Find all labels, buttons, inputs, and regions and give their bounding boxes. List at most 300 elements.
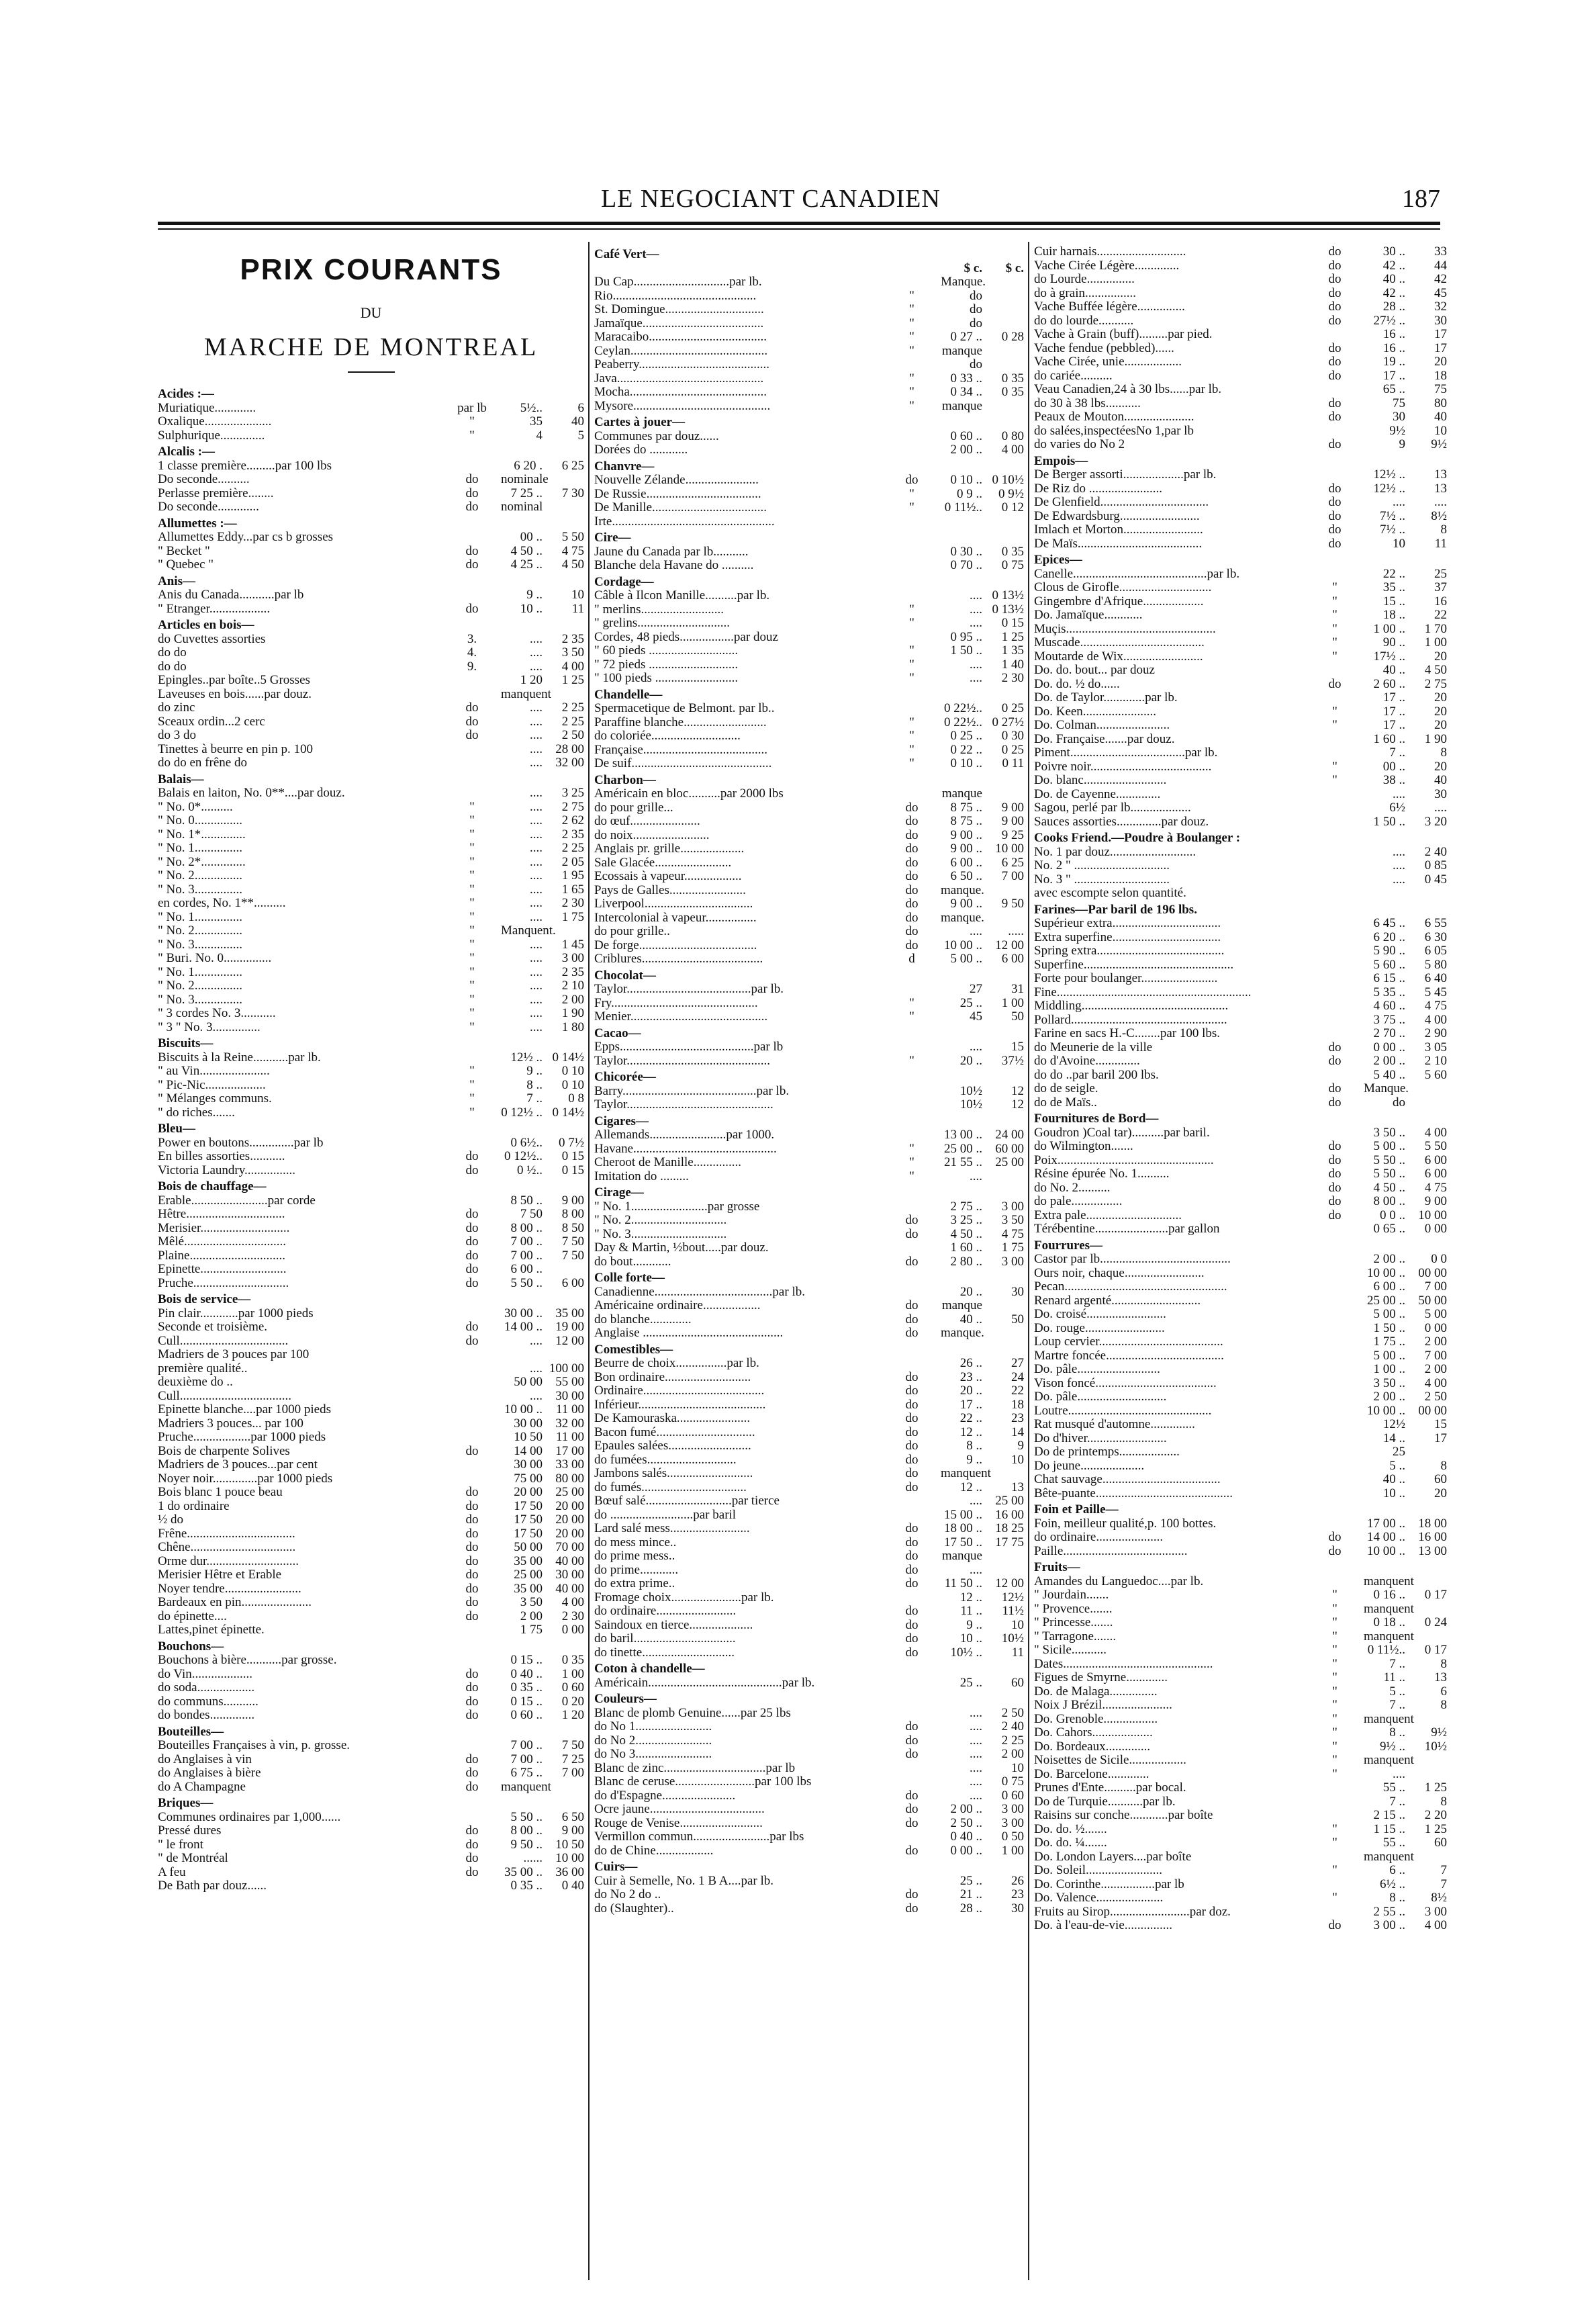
price-row	[1034, 1795, 1447, 1809]
item-unit: do	[905, 1213, 919, 1227]
price-high: 0 75	[1001, 558, 1024, 572]
price-row	[158, 1222, 584, 1236]
item-unit	[443, 588, 501, 602]
item-unit	[883, 1775, 941, 1789]
price-high: 8	[1440, 1698, 1447, 1712]
item-name: Cull...................................	[158, 1388, 291, 1403]
item-name: De Kamouraska.......................	[594, 1411, 751, 1425]
price-low: 0 ½..	[517, 1163, 543, 1177]
price-high: 17 75	[995, 1535, 1024, 1549]
item-name: Vache Cirée Légère..............	[1034, 258, 1180, 273]
price-low: ....	[1393, 872, 1405, 887]
price-row	[594, 1508, 1024, 1523]
item-unit: do	[465, 1680, 479, 1695]
price-high: 2 25	[1001, 1733, 1024, 1748]
item-name: Inférieur........................................	[594, 1397, 766, 1412]
item-unit: do	[905, 1439, 919, 1453]
item-unit	[1306, 1517, 1364, 1531]
price-high	[982, 317, 1024, 331]
item-name: Superfine...............................................	[1034, 957, 1234, 972]
price-low: 20 ..	[959, 1284, 982, 1299]
item-unit: do	[465, 1766, 479, 1780]
item-name: Pressé dures	[158, 1823, 222, 1838]
price-high: 60	[1011, 1675, 1024, 1690]
item-name: Barry..........................................par lb.	[594, 1083, 790, 1098]
item-unit	[443, 1390, 501, 1404]
item-unit: do	[465, 1595, 479, 1609]
price-row	[158, 688, 584, 702]
item-name: Rat musqué d'automne..............	[1034, 1417, 1195, 1431]
item-unit: do	[1328, 676, 1342, 691]
price-high: 40 00	[555, 1581, 584, 1596]
price-row	[158, 1194, 584, 1208]
price-low: 7 ..	[1389, 746, 1405, 760]
price-high: 0 28	[1001, 330, 1024, 344]
price-low: manquent	[1364, 1601, 1414, 1616]
price-low: 11 ..	[960, 1604, 982, 1618]
price-high: 6 40	[1424, 971, 1447, 985]
price-high: 10	[1434, 423, 1447, 438]
price-high: 5 45	[1424, 985, 1447, 999]
item-name: A feu	[158, 1864, 186, 1879]
item-name: Oxalique.....................	[158, 414, 272, 429]
category-heading: Chocolat—	[594, 968, 656, 983]
item-name: Noyer noir..............par 1000 pieds	[158, 1471, 333, 1486]
item-unit: "	[909, 316, 914, 330]
price-row	[1034, 1222, 1447, 1236]
item-unit: "	[1332, 1711, 1337, 1726]
item-unit	[883, 1098, 941, 1112]
price-low: 14 00 ..	[504, 1320, 543, 1334]
item-unit	[443, 1654, 501, 1668]
price-low: nominal	[501, 500, 543, 514]
price-row	[158, 952, 584, 966]
price-row	[1034, 608, 1447, 623]
price-high: .....	[1008, 924, 1024, 938]
price-row	[594, 501, 1024, 515]
item-unit: do	[1328, 272, 1342, 286]
item-unit: d	[908, 952, 915, 966]
item-unit: "	[469, 1091, 475, 1106]
price-high: 0 80	[1001, 429, 1024, 443]
item-name: Jamaïque......................................	[594, 316, 764, 330]
item-unit: do	[905, 1521, 919, 1535]
category-heading: Colle forte—	[594, 1271, 665, 1285]
price-row	[1034, 581, 1447, 595]
price-row	[158, 531, 584, 545]
category-heading: Bois de chauffage—	[158, 1179, 267, 1193]
price-row	[594, 870, 1024, 884]
item-name: Rio.............................................	[594, 288, 757, 303]
price-high: 24 00	[995, 1128, 1024, 1142]
item-name: Du Cap..............................par lb.	[594, 275, 762, 289]
price-low: 40 ..	[1382, 663, 1405, 677]
price-high	[982, 358, 1024, 372]
price-row	[1034, 355, 1447, 369]
price-high: 20	[1434, 718, 1447, 732]
item-name: Do. do. ¼.......	[1034, 1836, 1107, 1850]
price-row	[158, 1681, 584, 1695]
item-unit: "	[1332, 594, 1337, 608]
price-row	[158, 801, 584, 815]
item-unit: "	[1332, 1753, 1337, 1767]
price-high: 0 10½	[992, 473, 1024, 487]
price-row	[158, 1866, 584, 1880]
price-row	[1034, 788, 1447, 802]
item-unit	[1306, 1575, 1364, 1589]
price-low: 8 ..	[1389, 1725, 1405, 1740]
price-low: 10 50	[514, 1430, 543, 1444]
item-unit: "	[1332, 1698, 1337, 1712]
price-high: 1 45	[561, 937, 584, 952]
item-name: De Maïs.......................................	[1034, 536, 1203, 551]
price-high: 2 10	[561, 979, 584, 993]
price-high	[1405, 1768, 1447, 1782]
price-low: 12½	[1382, 1417, 1405, 1431]
item-unit	[1306, 424, 1364, 439]
item-unit: do	[465, 714, 479, 729]
price-high: 22	[1434, 608, 1447, 622]
item-unit: do	[905, 827, 919, 842]
item-unit: "	[909, 371, 914, 386]
item-name: Paille.......................................	[1034, 1543, 1188, 1558]
item-unit: do	[1328, 410, 1342, 424]
price-row	[158, 1555, 584, 1569]
price-row	[594, 983, 1024, 997]
item-name: Do d'hiver.........................	[1034, 1431, 1167, 1445]
price-row	[594, 939, 1024, 953]
price-high: 0 00	[561, 1623, 584, 1637]
price-high: 35 00	[555, 1306, 584, 1320]
item-unit: "	[469, 868, 475, 883]
price-low: 30 00	[514, 1457, 543, 1472]
price-high: 6 05	[1424, 944, 1447, 958]
category-heading: Articles en bois—	[158, 618, 254, 632]
price-low: 1 00 ..	[1373, 1362, 1405, 1376]
item-name: do No 2 do ..	[594, 1887, 661, 1901]
item-name: Maracaibo.....................................	[594, 330, 767, 344]
item-unit: do	[465, 1485, 479, 1499]
price-low: 5 00 ..	[1373, 1139, 1405, 1153]
item-name: Jaune du Canada par lb...........	[594, 544, 749, 559]
item-name: Do seconde.............	[158, 500, 259, 514]
price-row	[1034, 623, 1447, 637]
item-name: do prime............	[594, 1562, 679, 1577]
price-low: 10 ..	[959, 1631, 982, 1646]
item-unit: "	[1332, 1670, 1337, 1684]
category-heading: Couleurs—	[594, 1692, 657, 1706]
price-row	[158, 1307, 584, 1321]
price-low: 75 00	[514, 1471, 543, 1486]
item-unit	[1306, 873, 1364, 887]
category-heading: Bleu—	[158, 1122, 195, 1136]
item-unit	[443, 756, 501, 770]
item-unit: do	[905, 1901, 919, 1915]
item-name: ½ do	[158, 1513, 183, 1527]
price-row	[594, 1228, 1024, 1242]
price-low: 3 50 ..	[1373, 1376, 1405, 1390]
price-row	[1034, 873, 1447, 887]
item-unit: do	[1328, 285, 1342, 300]
price-row	[1034, 438, 1447, 452]
item-name: En billes assorties...........	[158, 1149, 285, 1163]
item-name: Muçis...............................................	[1034, 621, 1216, 636]
price-low: manquent	[501, 686, 551, 701]
price-row	[158, 1472, 584, 1486]
price-low: 17 ..	[1382, 704, 1405, 719]
item-unit: do	[905, 924, 919, 938]
price-row	[1034, 1726, 1447, 1740]
price-row	[158, 1623, 584, 1637]
item-name: " No. 1........................par grosse	[594, 1199, 760, 1214]
item-unit: do	[465, 1694, 479, 1709]
price-high: 11	[1434, 536, 1447, 551]
item-name: do salées,inspectéesNo 1,par lb	[1034, 423, 1194, 438]
item-unit	[883, 1128, 941, 1142]
price-low: 1 75 ..	[1373, 1335, 1405, 1349]
item-unit: do	[1328, 1543, 1342, 1558]
price-row	[1034, 1349, 1447, 1363]
item-unit: do	[905, 1466, 919, 1480]
price-row	[594, 1040, 1024, 1054]
price-high: 0 24	[1424, 1615, 1447, 1629]
price-row	[1034, 1363, 1447, 1377]
item-name: Fine.............................................................	[1034, 985, 1252, 999]
item-unit: do	[905, 1326, 919, 1340]
item-unit	[883, 631, 941, 645]
price-row	[1034, 245, 1447, 259]
price-row	[1034, 931, 1447, 945]
price-row	[158, 459, 584, 474]
price-low: 6½	[1389, 801, 1405, 815]
category-heading: Chanvre—	[594, 459, 655, 474]
item-unit: do	[1328, 523, 1342, 537]
price-row	[1034, 1891, 1447, 1905]
item-name: Loup cervier.......................................	[1034, 1335, 1223, 1349]
price-low: 0 0 ..	[1380, 1208, 1405, 1222]
price-low	[501, 1348, 543, 1362]
price-low: ....	[530, 631, 543, 646]
price-row	[1034, 1517, 1447, 1531]
item-unit	[883, 262, 941, 276]
price-low: 19 ..	[1382, 355, 1405, 369]
item-name: Do. pâle............................	[1034, 1390, 1167, 1404]
price-row	[594, 1371, 1024, 1385]
price-low: 11 ..	[1383, 1670, 1405, 1684]
item-name: No. 3 " ..............................	[1034, 872, 1170, 887]
price-high: 4 00	[1424, 1012, 1447, 1027]
price-high: 10	[1011, 1617, 1024, 1632]
price-low: 3 50	[520, 1595, 543, 1609]
price-high: 0 17	[1424, 1588, 1447, 1602]
page-header	[158, 180, 1440, 212]
price-row	[158, 1335, 584, 1349]
item-name: Castor par lb.........................................	[1034, 1252, 1231, 1266]
item-unit: "	[1332, 580, 1337, 594]
price-high: ....	[1434, 801, 1447, 815]
item-name: Loutre.............................................	[1034, 1403, 1212, 1418]
price-high	[1405, 1850, 1447, 1864]
price-high: 20 00	[555, 1513, 584, 1527]
item-name: St. Domingue...............................	[594, 302, 764, 316]
item-name: Américain..........................................par lb.	[594, 1675, 815, 1690]
item-unit: "	[909, 486, 914, 501]
item-unit	[443, 1458, 501, 1472]
price-high: 0 15	[1001, 616, 1024, 630]
price-row	[158, 545, 584, 559]
item-unit: "	[469, 428, 475, 443]
price-high: 16	[1434, 594, 1447, 608]
item-name: " No. 3...............	[158, 937, 242, 952]
item-unit: do	[1328, 437, 1342, 451]
price-low: 6 00 ..	[510, 1262, 543, 1276]
item-unit	[443, 1472, 501, 1486]
price-high: 10½	[1424, 1739, 1447, 1754]
price-row	[1034, 1082, 1447, 1096]
price-low: 2 00 ..	[1373, 1252, 1405, 1266]
price-low: 40 ..	[1382, 272, 1405, 286]
item-name: do soda..................	[158, 1680, 255, 1695]
price-low: ....	[1393, 495, 1405, 509]
price-row	[594, 488, 1024, 502]
price-row	[1034, 1126, 1447, 1140]
item-name: do pour grille..	[594, 924, 670, 938]
price-row	[594, 702, 1024, 716]
price-low: 40 ..	[959, 1312, 982, 1326]
price-high: 0 0	[1431, 1252, 1447, 1266]
price-high: 0 40	[561, 1879, 584, 1893]
category-heading: Bois de service—	[158, 1292, 251, 1306]
item-name: Laveuses en bois......par douz.	[158, 686, 312, 701]
item-unit	[883, 515, 941, 529]
price-high: 1 90	[561, 1006, 584, 1020]
price-low: 2 00 ..	[950, 443, 982, 457]
price-row	[1034, 1445, 1447, 1459]
item-name: do Meunerie de la ville	[1034, 1040, 1153, 1054]
item-unit: do	[1328, 1153, 1342, 1167]
price-high: 0 27½	[992, 715, 1024, 729]
price-high: 1 00	[1424, 635, 1447, 649]
item-unit: do	[465, 1234, 479, 1249]
item-name: Do de Turquie...........par lb.	[1034, 1794, 1176, 1809]
price-row	[1034, 1054, 1447, 1069]
price-high: 16 00	[995, 1507, 1024, 1522]
item-unit: "	[909, 995, 914, 1010]
price-row	[594, 1676, 1024, 1691]
price-low	[941, 515, 982, 529]
item-name: Madriers de 3 pouces...par cent	[158, 1457, 318, 1472]
item-name: do tinette.............................	[594, 1645, 735, 1660]
item-unit	[883, 1040, 941, 1054]
price-low: 0 12½ ..	[501, 1105, 543, 1120]
price-high: 3 50	[561, 645, 584, 660]
price-high: 2 30	[1001, 671, 1024, 685]
price-high: 7 50	[561, 1234, 584, 1249]
price-low: 23 ..	[959, 1369, 982, 1384]
item-name: do Lourde...............	[1034, 272, 1135, 286]
price-low: 8 00 ..	[510, 1823, 543, 1838]
price-row	[1034, 1253, 1447, 1267]
price-row	[594, 275, 1024, 289]
item-name: Do de printemps...................	[1034, 1445, 1180, 1459]
price-high: 7 00	[1001, 869, 1024, 883]
item-unit: "	[1332, 1821, 1337, 1836]
price-high: 8½	[1431, 1891, 1447, 1905]
item-name: Do. do. ½ do......	[1034, 676, 1120, 691]
price-high: 0 35	[1001, 371, 1024, 386]
item-name: Résine épurée No. 1..........	[1034, 1167, 1170, 1181]
price-low: manquent	[941, 1466, 991, 1480]
price-high: 50	[1011, 1009, 1024, 1024]
price-low: 25 ..	[959, 1675, 982, 1690]
price-row	[1034, 846, 1447, 860]
item-unit: do	[465, 1851, 479, 1865]
price-row	[594, 1128, 1024, 1142]
price-low: 9 00 ..	[950, 827, 982, 842]
price-row	[594, 1255, 1024, 1269]
item-name: Veau Canadien,24 à 30 lbs......par lb.	[1034, 382, 1222, 396]
item-name: Noix J Brézil......................	[1034, 1698, 1172, 1712]
item-name: Power en boutons..............par lb	[158, 1135, 324, 1150]
price-row	[594, 1054, 1024, 1069]
item-unit	[1306, 788, 1364, 802]
price-low: 3 75 ..	[1373, 1012, 1405, 1027]
item-unit	[1306, 1795, 1364, 1809]
price-row	[1034, 1308, 1447, 1322]
price-low: ....	[970, 1760, 982, 1775]
item-unit	[1306, 1069, 1364, 1083]
price-row	[158, 1403, 584, 1417]
item-unit: "	[1332, 621, 1337, 636]
item-name: Bacon fumé...............................	[594, 1425, 755, 1439]
item-unit: "	[469, 1077, 475, 1092]
price-row	[1034, 1575, 1447, 1589]
price-row	[594, 1200, 1024, 1214]
price-low: 9½ ..	[1380, 1739, 1405, 1754]
item-name: Do. Française.......par douz.	[1034, 731, 1175, 746]
item-name: De Bath par douz......	[158, 1879, 267, 1893]
price-high: 0 75	[1001, 1774, 1024, 1789]
item-name: Ours noir, chaque.........................	[1034, 1265, 1205, 1280]
price-row	[1034, 801, 1447, 815]
price-high: 2 00	[1001, 1747, 1024, 1761]
price-low: 8 75 ..	[950, 814, 982, 828]
price-high: 8	[1440, 1656, 1447, 1671]
price-low: manquent	[1364, 1711, 1414, 1726]
price-row	[1034, 328, 1447, 342]
price-low: ....	[530, 756, 543, 770]
price-high	[543, 1348, 584, 1362]
price-row	[158, 1362, 584, 1376]
price-low: 4 25 ..	[510, 557, 543, 572]
item-unit	[1306, 1850, 1364, 1864]
price-row	[594, 1142, 1024, 1157]
item-name: Moutarde de Wix.........................	[1034, 649, 1203, 664]
item-name: Dates...............................................	[1034, 1656, 1213, 1671]
price-row	[158, 558, 584, 572]
item-unit: do	[465, 1864, 479, 1879]
price-row	[1034, 917, 1447, 931]
price-high: 8	[1440, 746, 1447, 760]
price-low: 0 70 ..	[950, 558, 982, 572]
price-low: 50 00	[514, 1375, 543, 1389]
item-name: Dorées do ............	[594, 443, 688, 457]
price-row	[158, 1739, 584, 1753]
price-high: 13	[1434, 1670, 1447, 1684]
price-row	[594, 1522, 1024, 1536]
price-high	[982, 1326, 1024, 1341]
price-high: 18	[1011, 1397, 1024, 1412]
